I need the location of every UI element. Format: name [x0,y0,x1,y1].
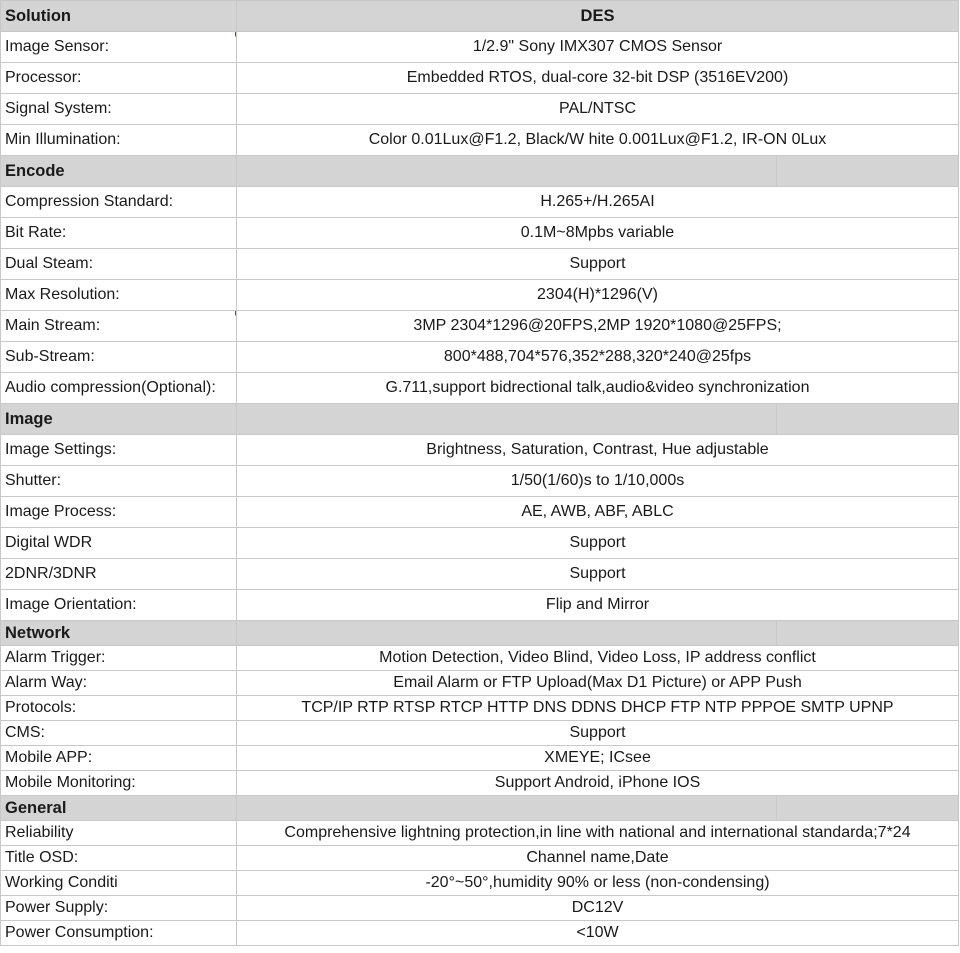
spec-value: Support Android, iPhone IOS [237,771,959,796]
spec-label: Min Illumination: [1,125,237,156]
spec-label: Power Consumption: [1,921,237,946]
spec-row [1,559,959,590]
spec-value: -20°~50°,humidity 90% or less (non-condensing) [237,871,959,896]
spec-value: Flip and Mirror [237,590,959,621]
spec-value: AE, AWB, ABF, ABLC [237,497,959,528]
spec-label: Mobile Monitoring: [1,771,237,796]
spec-row [1,771,959,796]
spec-label: Alarm Way: [1,671,237,696]
spec-label: Image Settings: [1,435,237,466]
spec-row [1,342,959,373]
section-blank-cell [237,156,777,187]
spec-row [1,311,959,342]
spec-value: G.711,support bidrectional talk,audio&video synchronization [237,373,959,404]
spec-value: 3MP 2304*1296@20FPS,2MP 1920*1080@25FPS; [237,311,959,342]
section-title: Image [1,404,237,435]
spec-row [1,721,959,746]
section-header-row [1,404,959,435]
spec-value: H.265+/H.265AI [237,187,959,218]
spec-row [1,218,959,249]
spec-value: TCP/IP RTP RTSP RTCP HTTP DNS DDNS DHCP FTP NTP PPPOE SMTP UPNP [237,696,959,721]
spec-label: Mobile APP: [1,746,237,771]
spec-value: Support [237,559,959,590]
spec-value: <10W [237,921,959,946]
spec-label: Image Process: [1,497,237,528]
spec-value: Comprehensive lightning protection,in line with national and international standarda;7*24 [237,821,959,846]
spec-row [1,821,959,846]
section-header-row [1,796,959,821]
spec-row [1,896,959,921]
spec-label: Reliability [1,821,237,846]
spec-value: Motion Detection, Video Blind, Video Loss, IP address conflict [237,646,959,671]
spec-label: Main Stream: [1,311,237,342]
spec-label: Image Orientation: [1,590,237,621]
spec-value: Brightness, Saturation, Contrast, Hue adjustable [237,435,959,466]
spec-row [1,249,959,280]
spec-row [1,696,959,721]
spec-value: 2304(H)*1296(V) [237,280,959,311]
section-title: General [1,796,237,821]
spec-row [1,373,959,404]
section-blank-cell [237,796,777,821]
spec-label: 2DNR/3DNR [1,559,237,590]
section-header-row [1,156,959,187]
spec-label: Power Supply: [1,896,237,921]
spec-row [1,125,959,156]
spec-label: Working Conditi [1,871,237,896]
spec-row [1,590,959,621]
spec-row [1,187,959,218]
header-value: DES [237,1,959,32]
spec-label: Compression Standard: [1,187,237,218]
section-title: Network [1,621,237,646]
spec-label: Image Sensor: [1,32,237,63]
spec-value: XMEYE; ICsee [237,746,959,771]
spec-row [1,671,959,696]
spec-value: PAL/NTSC [237,94,959,125]
section-title: Encode [1,156,237,187]
spec-table-body [1,1,959,946]
section-blank-cell [237,404,777,435]
spec-value: Color 0.01Lux@F1.2, Black/W hite 0.001Lux@F1.2, IR-ON 0Lux [237,125,959,156]
spec-row [1,921,959,946]
section-blank-cell [237,621,777,646]
spec-value: Embedded RTOS, dual-core 32-bit DSP (3516EV200) [237,63,959,94]
spec-label: Bit Rate: [1,218,237,249]
spec-label: Shutter: [1,466,237,497]
spec-row [1,466,959,497]
spec-row [1,63,959,94]
spec-value: Support [237,721,959,746]
spec-label: Protocols: [1,696,237,721]
spec-label: Dual Steam: [1,249,237,280]
spec-value: 1/2.9" Sony IMX307 CMOS Sensor [237,32,959,63]
spec-row [1,32,959,63]
section-blank-cell [777,796,959,821]
spec-label: Max Resolution: [1,280,237,311]
spec-label: Processor: [1,63,237,94]
spec-label: Audio compression(Optional): [1,373,237,404]
spec-value: Support [237,249,959,280]
header-label: Solution [1,1,237,32]
spec-value: Email Alarm or FTP Upload(Max D1 Picture) or APP Push [237,671,959,696]
spec-row [1,646,959,671]
spec-row [1,846,959,871]
spec-label: Sub-Stream: [1,342,237,373]
spec-row [1,871,959,896]
spec-label: Digital WDR [1,528,237,559]
spec-row [1,435,959,466]
spec-label: CMS: [1,721,237,746]
table-header-row [1,1,959,32]
spec-row [1,746,959,771]
spec-row [1,528,959,559]
spec-value: 0.1M~8Mpbs variable [237,218,959,249]
spec-label: Alarm Trigger: [1,646,237,671]
spec-value: 1/50(1/60)s to 1/10,000s [237,466,959,497]
section-blank-cell [777,404,959,435]
spec-row [1,497,959,528]
section-blank-cell [777,621,959,646]
spec-value: DC12V [237,896,959,921]
spec-value: 800*488,704*576,352*288,320*240@25fps [237,342,959,373]
section-header-row [1,621,959,646]
spec-row [1,280,959,311]
spec-value: Channel name,Date [237,846,959,871]
spec-row [1,94,959,125]
section-blank-cell [777,156,959,187]
spec-value: Support [237,528,959,559]
spec-label: Title OSD: [1,846,237,871]
spec-label: Signal System: [1,94,237,125]
